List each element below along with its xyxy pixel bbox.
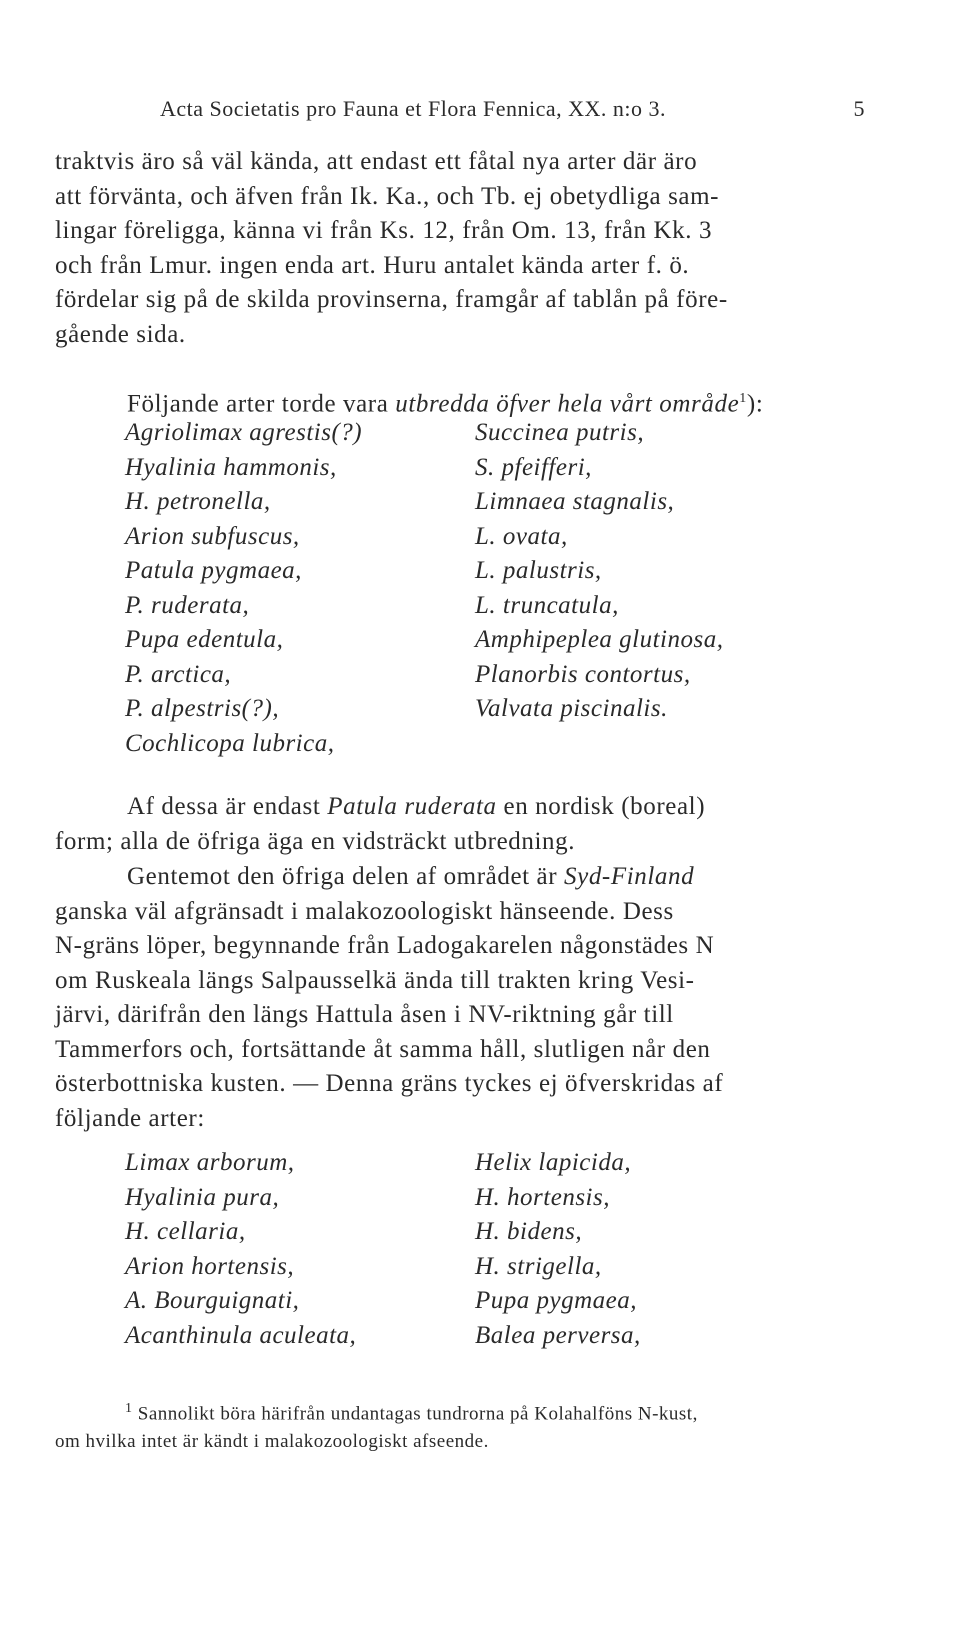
species-name: H. petronella,	[125, 488, 271, 515]
species-name: Hyalinia hammonis,	[125, 453, 337, 481]
species-name: H. bidens,	[475, 1218, 583, 1245]
footnote-mark: 1	[739, 391, 747, 406]
species-name: H. hortensis,	[475, 1183, 610, 1211]
species-name: P. alpestris(?),	[125, 695, 280, 722]
species-list-1-right	[475, 416, 723, 727]
species-name: Limax arborum,	[125, 1149, 295, 1176]
text-line: att förvänta, och äfven från Ik. Ka., och Tb. ej obetydliga sam-	[55, 182, 720, 210]
text-line: N-gräns löper, begynnande från Ladogakarelen någonstädes N	[55, 932, 715, 959]
species-name: Hyalinia pura,	[125, 1183, 280, 1211]
species-name: Limnaea stagnalis,	[475, 488, 675, 515]
species-name: Balea perversa,	[475, 1321, 641, 1349]
text-line: form; alla de öfriga äga en vidsträckt utbredning.	[55, 827, 576, 855]
paragraph-boreal	[55, 790, 870, 859]
footnote-line	[55, 1395, 870, 1428]
text-run: Gentemot den öfriga delen af området är	[127, 863, 558, 890]
text-line: ganska väl afgränsadt i malakozoologiskt hänseende. Dess	[55, 897, 674, 925]
species-name: Pupa edentula,	[125, 626, 284, 653]
species-name: L. truncatula,	[475, 591, 619, 619]
species-name: Succinea putris,	[475, 419, 645, 446]
species-name: H. strigella,	[475, 1252, 602, 1280]
species-name: Planorbis contortus,	[475, 660, 691, 688]
paragraph-intro	[55, 145, 870, 352]
species-name: H. cellaria,	[125, 1218, 246, 1245]
page-number: 5	[853, 96, 865, 121]
running-title: Acta Societatis pro Fauna et Flora Fennica, XX. n:o 3.	[160, 96, 667, 121]
text-line: österbottniska kusten. — Denna gräns tyckes ej öfverskridas af	[55, 1070, 724, 1097]
species-list-2-left	[125, 1146, 356, 1353]
species-name: Pupa pygmaea,	[475, 1287, 638, 1314]
emphasis-text: Syd-Finland	[564, 863, 695, 890]
text-line	[55, 860, 870, 895]
species-name: P. arctica,	[125, 660, 232, 688]
text-line: och från Lmur. ingen enda art. Huru antalet kända arter f. ö.	[55, 251, 690, 279]
text-line: lingar föreligga, känna vi från Ks. 12, från Om. 13, från Kk. 3	[55, 217, 713, 244]
text-run: en nordisk (boreal)	[503, 793, 706, 820]
species-name: L. ovata,	[475, 522, 568, 550]
text-line: gående sida.	[55, 320, 186, 348]
text-line: om Ruskeala längs Salpausselkä ända till trakten kring Vesi-	[55, 966, 695, 994]
emphasis-text: Patula ruderata	[327, 793, 497, 820]
footnote-line: om hvilka intet är kändt i malakozoologiskt afseende.	[55, 1431, 489, 1453]
text-run: Af dessa är endast	[127, 793, 321, 820]
text-run: Följande arter torde vara	[127, 390, 389, 418]
species-name: Arion hortensis,	[125, 1252, 295, 1280]
text-line: Tammerfors och, fortsättande åt samma håll, slutligen når den	[55, 1035, 711, 1063]
emphasis-text: utbredda öfver hela vårt område	[395, 390, 740, 418]
species-name: Arion subfuscus,	[125, 522, 300, 550]
text-line: järvi, därifrån den längs Hattula åsen i NV-riktning går till	[55, 1001, 674, 1028]
footnote	[55, 1395, 870, 1456]
species-name: L. palustris,	[475, 557, 602, 584]
species-name: P. ruderata,	[125, 591, 250, 619]
species-name: Valvata piscinalis.	[475, 695, 668, 722]
species-name: Patula pygmaea,	[125, 557, 302, 584]
species-name: A. Bourguignati,	[125, 1287, 300, 1314]
species-list-2-right	[475, 1146, 641, 1353]
species-name: Amphipeplea glutinosa,	[475, 626, 724, 653]
text-line: traktvis äro så väl kända, att endast ett fåtal nya arter där äro	[55, 148, 698, 175]
text-line: följande arter:	[55, 1104, 205, 1132]
text-line	[55, 790, 870, 825]
species-name: Agriolimax agrestis(?)	[125, 419, 363, 446]
text-run: ):	[746, 390, 764, 418]
text-line: fördelar sig på de skilda provinserna, framgår af tablån på före-	[55, 286, 728, 313]
species-name: Helix lapicida,	[475, 1149, 632, 1176]
species-name: Acanthinula aculeata,	[125, 1321, 357, 1349]
paragraph-south-finland	[55, 860, 870, 1136]
species-name: S. pfeifferi,	[475, 453, 592, 481]
species-name: Cochlicopa lubrica,	[125, 729, 335, 757]
species-list-1-left	[125, 416, 362, 761]
footnote-text: Sannolikt böra härifrån undantagas tundrorna på Kolahalföns N-kust,	[137, 1403, 698, 1425]
footnote-mark: 1	[125, 1401, 133, 1416]
